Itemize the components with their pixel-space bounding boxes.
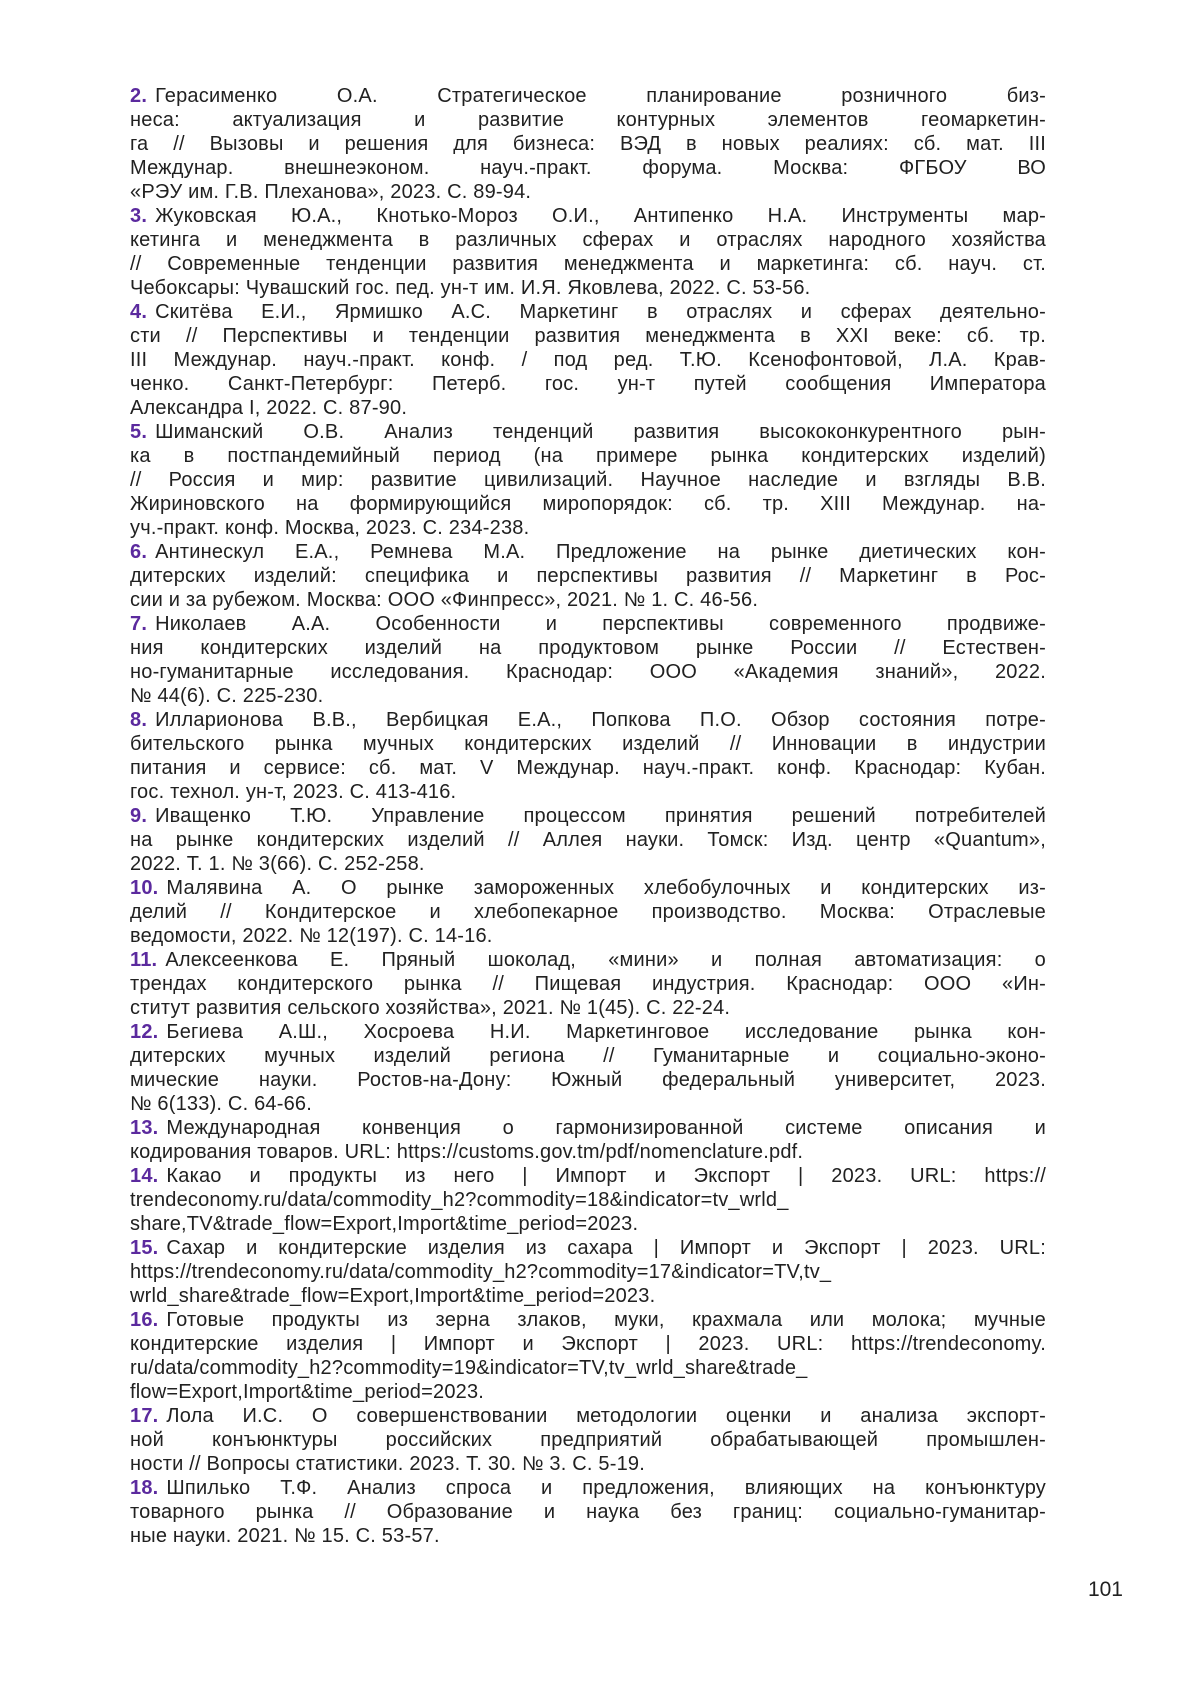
- reference-item: [130, 540, 1046, 612]
- reference-line: ния кондитерских изделий на продуктовом рынке России // Естествен-: [130, 637, 1046, 659]
- reference-line: 2. Герасименко О.А. Стратегическое планирование розничного биз-: [130, 85, 1046, 107]
- reference-item: [130, 84, 1046, 204]
- reference-item: [130, 1020, 1046, 1116]
- reference-line: 4. Скитёва Е.И., Ярмишко А.С. Маркетинг в отраслях и сферах деятельно-: [130, 301, 1046, 323]
- reference-line: 17. Лола И.С. О совершенствовании методологии оценки и анализа экспорт-: [130, 1405, 1046, 1427]
- reference-number: 7.: [130, 613, 148, 635]
- reference-line: на рынке кондитерских изделий // Аллея науки. Томск: Изд. центр «Quantum»,: [130, 829, 1046, 851]
- reference-line: ru/data/commodity_h2?commodity=19&indicator=TV,tv_wrld_share&trade_: [130, 1357, 808, 1379]
- reference-line: 15. Сахар и кондитерские изделия из сахара | Импорт и Экспорт | 2023. URL:: [130, 1237, 1046, 1259]
- reference-line: № 6(133). С. 64-66.: [130, 1093, 313, 1115]
- reference-line: Междунар. внешнеэконом. науч.-практ. форума. Москва: ФГБОУ ВО: [130, 157, 1046, 179]
- reference-item: [130, 1116, 1046, 1164]
- reference-number: 17.: [130, 1405, 159, 1427]
- reference-number: 18.: [130, 1477, 159, 1499]
- reference-line: Жириновского на формирующийся миропорядок: сб. тр. XIII Междунар. на-: [130, 493, 1046, 515]
- reference-line: ка в постпандемийный период (на примере рынка кондитерских изделий): [130, 445, 1046, 467]
- reference-line: 7. Николаев А.А. Особенности и перспективы современного продвиже-: [130, 613, 1046, 635]
- reference-number: 14.: [130, 1165, 159, 1187]
- reference-line: ститут развития сельского хозяйства», 2021. № 1(45). С. 22-24.: [130, 997, 731, 1019]
- reference-item: [130, 948, 1046, 1020]
- reference-number: 9.: [130, 805, 148, 827]
- reference-line: но-гуманитарные исследования. Краснодар: ООО «Академия знаний», 2022.: [130, 661, 1046, 683]
- reference-line: 3. Жуковская Ю.А., Кнотько-Мороз О.И., Антипенко Н.А. Инструменты мар-: [130, 205, 1046, 227]
- reference-line: кодирования товаров. URL: https://customs.gov.tm/pdf/nomenclature.pdf.: [130, 1141, 804, 1163]
- reference-line: III Междунар. науч.-практ. конф. / под ред. Т.Ю. Ксенофонтовой, Л.А. Крав-: [130, 349, 1046, 371]
- reference-line: 2022. Т. 1. № 3(66). С. 252-258.: [130, 853, 425, 875]
- reference-item: [130, 1476, 1046, 1548]
- reference-line: 13. Международная конвенция о гармонизированной системе описания и: [130, 1117, 1046, 1139]
- reference-line: уч.-практ. конф. Москва, 2023. С. 234-238.: [130, 517, 530, 539]
- reference-line: товарного рынка // Образование и наука без границ: социально-гуманитар-: [130, 1501, 1046, 1523]
- reference-number: 10.: [130, 877, 159, 899]
- reference-line: 18. Шпилько Т.Ф. Анализ спроса и предложения, влияющих на конъюнктуру: [130, 1477, 1046, 1499]
- reference-number: 11.: [130, 949, 158, 971]
- reference-line: № 44(6). С. 225-230.: [130, 685, 324, 707]
- reference-list: [130, 84, 1046, 1548]
- reference-number: 15.: [130, 1237, 159, 1259]
- reference-line: сти // Перспективы и тенденции развития менеджмента в XXI веке: сб. тр.: [130, 325, 1046, 347]
- reference-line: 12. Бегиева А.Ш., Хосроева Н.И. Маркетинговое исследование рынка кон-: [130, 1021, 1046, 1043]
- reference-item: [130, 804, 1046, 876]
- reference-item: [130, 1308, 1046, 1404]
- reference-line: неса: актуализация и развитие контурных элементов геомаркетин-: [130, 109, 1046, 131]
- reference-line: 5. Шиманский О.В. Анализ тенденций развития высококонкурентного рын-: [130, 421, 1046, 443]
- reference-number: 12.: [130, 1021, 159, 1043]
- reference-line: trendeconomy.ru/data/commodity_h2?commodity=18&indicator=tv_wrld_: [130, 1189, 789, 1211]
- reference-line: дитерских изделий: специфика и перспективы развития // Маркетинг в Рос-: [130, 565, 1046, 587]
- reference-item: [130, 612, 1046, 708]
- reference-line: бительского рынка мучных кондитерских изделий // Инновации в индустрии: [130, 733, 1046, 755]
- reference-line: га // Вызовы и решения для бизнеса: ВЭД в новых реалиях: сб. мат. III: [130, 133, 1046, 155]
- reference-line: 16. Готовые продукты из зерна злаков, муки, крахмала или молока; мучные: [130, 1309, 1046, 1331]
- page-number: 101: [1087, 1578, 1123, 1601]
- reference-line: 14. Какао и продукты из него | Импорт и Экспорт | 2023. URL: https://: [130, 1165, 1046, 1187]
- reference-line: ности // Вопросы статистики. 2023. Т. 30. № 3. С. 5-19.: [130, 1453, 645, 1475]
- reference-line: // Современные тенденции развития менеджмента и маркетинга: сб. науч. ст.: [130, 253, 1046, 275]
- reference-line: ведомости, 2022. № 12(197). С. 14-16.: [130, 925, 493, 947]
- reference-line: 11. Алексеенкова Е. Пряный шоколад, «мини» и полная автоматизация: о: [130, 949, 1046, 971]
- reference-number: 13.: [130, 1117, 159, 1139]
- reference-line: 9. Иващенко Т.Ю. Управление процессом принятия решений потребителей: [130, 805, 1046, 827]
- reference-item: [130, 708, 1046, 804]
- reference-item: [130, 876, 1046, 948]
- reference-line: 8. Илларионова В.В., Вербицкая Е.А., Попкова П.О. Обзор состояния потре-: [130, 709, 1046, 731]
- reference-line: сии и за рубежом. Москва: ООО «Финпресс», 2021. № 1. С. 46-56.: [130, 589, 759, 611]
- reference-item: [130, 420, 1046, 540]
- reference-line: share,TV&trade_flow=Export,Import&time_period=2023.: [130, 1213, 639, 1235]
- reference-line: кондитерские изделия | Импорт и Экспорт | 2023. URL: https://trendeconomy.: [130, 1333, 1046, 1355]
- reference-number: 6.: [130, 541, 148, 563]
- reference-line: // Россия и мир: развитие цивилизаций. Научное наследие и взгляды В.В.: [130, 469, 1046, 491]
- reference-item: [130, 204, 1046, 300]
- reference-line: Александра I, 2022. С. 87-90.: [130, 397, 408, 419]
- reference-line: ченко. Санкт-Петербург: Петерб. гос. ун-т путей сообщения Императора: [130, 373, 1046, 395]
- reference-line: ные науки. 2021. № 15. С. 53-57.: [130, 1525, 440, 1547]
- reference-line: 6. Антинескул Е.А., Ремнева М.А. Предложение на рынке диетических кон-: [130, 541, 1046, 563]
- reference-line: flow=Export,Import&time_period=2023.: [130, 1381, 485, 1403]
- reference-line: кетинга и менеджмента в различных сферах и отраслях народного хозяйства: [130, 229, 1046, 251]
- reference-item: [130, 300, 1046, 420]
- reference-line: мические науки. Ростов-на-Дону: Южный федеральный университет, 2023.: [130, 1069, 1046, 1091]
- reference-number: 5.: [130, 421, 148, 443]
- reference-line: питания и сервисе: сб. мат. V Междунар. науч.-практ. конф. Краснодар: Кубан.: [130, 757, 1046, 779]
- reference-item: [130, 1164, 1046, 1236]
- reference-line: делий // Кондитерское и хлебопекарное производство. Москва: Отраслевые: [130, 901, 1046, 923]
- reference-line: трендах кондитерского рынка // Пищевая индустрия. Краснодар: ООО «Ин-: [130, 973, 1046, 995]
- reference-number: 16.: [130, 1309, 159, 1331]
- reference-line: Чебоксары: Чувашский гос. пед. ун-т им. И.Я. Яковлева, 2022. С. 53-56.: [130, 277, 811, 299]
- reference-number: 8.: [130, 709, 148, 731]
- reference-line: «РЭУ им. Г.В. Плеханова», 2023. С. 89-94.: [130, 181, 532, 203]
- reference-number: 3.: [130, 205, 148, 227]
- reference-line: 10. Малявина А. О рынке замороженных хлебобулочных и кондитерских из-: [130, 877, 1046, 899]
- reference-line: https://trendeconomy.ru/data/commodity_h2?commodity=17&indicator=TV,tv_: [130, 1261, 832, 1283]
- reference-line: дитерских мучных изделий региона // Гуманитарные и социально-эконо-: [130, 1045, 1046, 1067]
- reference-line: гос. технол. ун-т, 2023. С. 413-416.: [130, 781, 457, 803]
- reference-line: ной конъюнктуры российских предприятий обрабатывающей промышлен-: [130, 1429, 1046, 1451]
- reference-number: 2.: [130, 85, 148, 107]
- reference-item: [130, 1236, 1046, 1308]
- reference-item: [130, 1404, 1046, 1476]
- reference-line: wrld_share&trade_flow=Export,Import&time_period=2023.: [130, 1285, 656, 1307]
- reference-number: 4.: [130, 301, 148, 323]
